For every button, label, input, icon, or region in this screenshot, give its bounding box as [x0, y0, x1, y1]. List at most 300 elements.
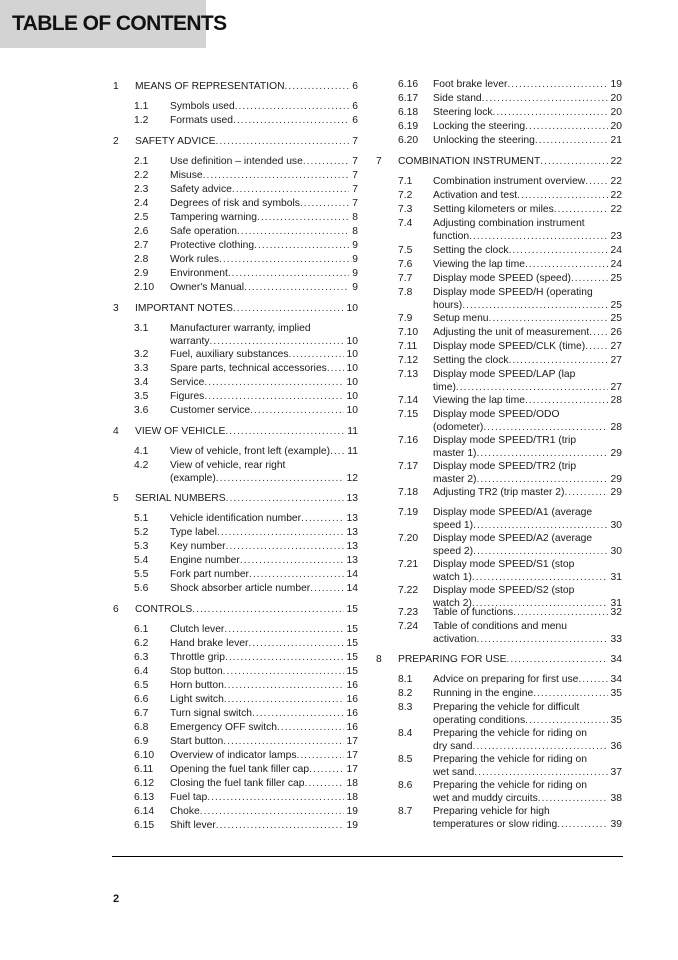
toc-title: Service — [170, 377, 205, 388]
toc-number: 3.3 — [134, 363, 149, 374]
toc-number: 6.14 — [134, 806, 155, 817]
toc-page-number: 7 — [352, 170, 358, 181]
toc-page-number: 13 — [346, 527, 358, 538]
toc-page-number: 34 — [610, 674, 622, 685]
toc-title: Figures — [170, 391, 205, 402]
toc-title: Vehicle identification number — [170, 513, 302, 524]
toc-page-number: 15 — [346, 666, 358, 677]
toc-number: 7.8 — [398, 287, 413, 298]
toc-page-number: 38 — [610, 793, 622, 804]
dot-leader — [327, 362, 344, 375]
toc-title: activation — [433, 634, 477, 645]
toc-title: Safe operation — [170, 226, 237, 237]
toc-number: 7.22 — [398, 585, 419, 596]
toc-title: MEANS OF REPRESENTATION — [135, 81, 285, 92]
toc-title: Horn button — [170, 680, 224, 691]
toc-page-number: 15 — [346, 604, 358, 615]
toc-number: 7.15 — [398, 409, 419, 420]
toc-number: 7.21 — [398, 559, 419, 570]
toc-title: Display mode SPEED/ODO — [433, 409, 560, 420]
toc-title: Spare parts, technical accessories — [170, 363, 327, 374]
toc-number: 7.18 — [398, 487, 419, 498]
toc-title: Combination instrument overview — [433, 176, 586, 187]
dot-leader — [477, 447, 608, 460]
toc-title: Use definition – intended use — [170, 156, 303, 167]
toc-number: 3 — [113, 303, 119, 314]
toc-page-number: 21 — [610, 135, 622, 146]
toc-title: Closing the fuel tank filler cap — [170, 778, 305, 789]
toc-title: Preparing vehicle for high — [433, 806, 550, 817]
toc-page-number: 19 — [346, 806, 358, 817]
dot-leader — [330, 445, 344, 458]
dot-leader — [507, 78, 607, 91]
toc-number: 7.17 — [398, 461, 419, 472]
dot-leader — [557, 818, 607, 831]
toc-page-number: 16 — [346, 680, 358, 691]
toc-title: Turn signal switch — [170, 708, 253, 719]
dot-leader — [296, 749, 343, 762]
toc-number: 6.12 — [134, 778, 155, 789]
toc-page-number: 32 — [610, 607, 622, 618]
toc-number: 1.2 — [134, 115, 149, 126]
toc-page-number: 20 — [610, 93, 622, 104]
toc-page-number: 29 — [610, 487, 622, 498]
toc-page-number: 10 — [346, 303, 358, 314]
toc-page-number: 30 — [610, 520, 622, 531]
toc-title: Locking the steering — [433, 121, 526, 132]
dot-leader — [535, 134, 608, 147]
toc-number: 6.9 — [134, 736, 149, 747]
toc-number: 5.6 — [134, 583, 149, 594]
toc-page-number: 31 — [610, 572, 622, 583]
dot-leader — [224, 693, 344, 706]
toc-number: 1 — [113, 81, 119, 92]
toc-number: 7.6 — [398, 259, 413, 270]
toc-title: Table of functions — [433, 607, 514, 618]
dot-leader — [200, 805, 344, 818]
toc-number: 7.10 — [398, 327, 419, 338]
toc-number: 7.2 — [398, 190, 413, 201]
toc-title: Running in the engine — [433, 688, 534, 699]
toc-page-number: 29 — [610, 474, 622, 485]
toc-page-number: 9 — [352, 254, 358, 265]
dot-leader — [571, 272, 608, 285]
dot-leader — [473, 740, 608, 753]
dot-leader — [462, 299, 607, 312]
toc-title: (example) — [170, 473, 216, 484]
toc-page-number: 22 — [610, 190, 622, 201]
toc-page-number: 25 — [610, 273, 622, 284]
toc-page-number: 30 — [610, 546, 622, 557]
dot-leader — [507, 653, 608, 666]
toc-number: 8.2 — [398, 688, 413, 699]
toc-title: watch 2) — [433, 598, 472, 609]
toc-page-number: 15 — [346, 624, 358, 635]
toc-number: 2.3 — [134, 184, 149, 195]
dot-leader — [224, 623, 343, 636]
dot-leader — [216, 819, 344, 832]
toc-page-number: 28 — [610, 395, 622, 406]
dot-leader — [493, 106, 608, 119]
dot-leader — [244, 281, 349, 294]
dot-leader — [482, 92, 608, 105]
toc-title: Setup menu — [433, 313, 489, 324]
dot-leader — [525, 714, 607, 727]
toc-title: wet and muddy circuits — [433, 793, 538, 804]
toc-title: time) — [433, 382, 456, 393]
dot-leader — [277, 721, 344, 734]
toc-title: Choke — [170, 806, 200, 817]
toc-title: Display mode SPEED/S1 (stop — [433, 559, 575, 570]
dot-leader — [249, 568, 344, 581]
dot-leader — [310, 582, 343, 595]
toc-number: 8.7 — [398, 806, 413, 817]
toc-page-number: 9 — [352, 240, 358, 251]
toc-number: 8.5 — [398, 754, 413, 765]
toc-number: 3.5 — [134, 391, 149, 402]
dot-leader — [235, 100, 350, 113]
dot-leader — [474, 766, 607, 779]
toc-page-number: 13 — [346, 493, 358, 504]
toc-page-number: 18 — [346, 792, 358, 803]
dot-leader — [240, 554, 344, 567]
toc-title: function — [433, 231, 470, 242]
toc-number: 7.7 — [398, 273, 413, 284]
toc-title: Opening the fuel tank filler cap — [170, 764, 310, 775]
dot-leader — [483, 421, 607, 434]
footer-rule — [112, 856, 623, 857]
dot-leader — [473, 545, 607, 558]
toc-title: Activation and test — [433, 190, 518, 201]
toc-page-number: 27 — [610, 341, 622, 352]
toc-title: Manufacturer warranty, implied — [170, 323, 311, 334]
toc-page-number: 14 — [346, 569, 358, 580]
dot-leader — [585, 340, 607, 353]
toc-number: 2 — [113, 136, 119, 147]
dot-leader — [525, 120, 607, 133]
header-bar — [0, 0, 227, 48]
dot-leader — [225, 425, 344, 438]
dot-leader — [257, 211, 349, 224]
toc-page-number: 10 — [346, 405, 358, 416]
toc-number: 7.4 — [398, 218, 413, 229]
toc-page-number: 29 — [610, 448, 622, 459]
toc-title: Fuel tap — [170, 792, 208, 803]
toc-title: Shock absorber article number — [170, 583, 311, 594]
toc-title: Key number — [170, 541, 226, 552]
toc-page-number: 8 — [352, 212, 358, 223]
toc-title: Display mode SPEED/S2 (stop — [433, 585, 575, 596]
dot-leader — [300, 197, 349, 210]
toc-number: 2.6 — [134, 226, 149, 237]
toc-number: 5 — [113, 493, 119, 504]
toc-title: Engine number — [170, 555, 240, 566]
toc-title: Start button — [170, 736, 224, 747]
toc-number: 4.2 — [134, 460, 149, 471]
toc-title: Adjusting combination instrument — [433, 218, 585, 229]
toc-title: Fuel, auxiliary substances — [170, 349, 289, 360]
toc-number: 7.19 — [398, 507, 419, 518]
toc-title: Table of conditions and menu — [433, 621, 567, 632]
toc-page-number: 25 — [610, 300, 622, 311]
toc-title: Viewing the lap time — [433, 259, 525, 270]
toc-title: Safety advice — [170, 184, 232, 195]
toc-number: 3.1 — [134, 323, 149, 334]
toc-number: 2.10 — [134, 282, 155, 293]
toc-page-number: 7 — [352, 136, 358, 147]
toc-number: 6.7 — [134, 708, 149, 719]
toc-title: Owner's Manual — [170, 282, 245, 293]
toc-number: 6.19 — [398, 121, 419, 132]
toc-number: 6.2 — [134, 638, 149, 649]
toc-title: warranty — [170, 336, 210, 347]
dot-leader — [250, 404, 343, 417]
toc-title: Emergency OFF switch — [170, 722, 277, 733]
toc-page-number: 7 — [352, 184, 358, 195]
toc-page-number: 19 — [346, 820, 358, 831]
toc-title: Light switch — [170, 694, 224, 705]
toc-title: Customer service — [170, 405, 251, 416]
toc-page-number: 16 — [346, 722, 358, 733]
toc-page-number: 10 — [346, 363, 358, 374]
toc-number: 6.15 — [134, 820, 155, 831]
toc-page-number: 23 — [610, 231, 622, 242]
toc-title: speed 2) — [433, 546, 474, 557]
toc-number: 5.4 — [134, 555, 149, 566]
dot-leader — [554, 203, 608, 216]
dot-leader — [237, 225, 349, 238]
dot-leader — [248, 637, 343, 650]
dot-leader — [219, 253, 349, 266]
toc-title: SERIAL NUMBERS — [135, 493, 226, 504]
toc-page-number: 7 — [352, 198, 358, 209]
toc-title: VIEW OF VEHICLE — [135, 426, 226, 437]
toc-number: 2.9 — [134, 268, 149, 279]
toc-title: Type label — [170, 527, 217, 538]
dot-leader — [223, 735, 343, 748]
dot-leader — [472, 571, 608, 584]
toc-title: Hand brake lever — [170, 638, 249, 649]
toc-number: 7.11 — [398, 341, 418, 352]
toc-page-number: 13 — [346, 541, 358, 552]
toc-number: 6.6 — [134, 694, 149, 705]
dot-leader — [513, 606, 607, 619]
toc-page-number: 18 — [346, 778, 358, 789]
toc-title: Preparing the vehicle for riding on — [433, 728, 587, 739]
dot-leader — [509, 354, 608, 367]
toc-page-number: 22 — [610, 176, 622, 187]
toc-number: 7.3 — [398, 204, 413, 215]
dot-leader — [525, 394, 608, 407]
toc-number: 2.8 — [134, 254, 149, 265]
toc-page-number: 11 — [347, 426, 358, 437]
toc-title: Fork part number — [170, 569, 249, 580]
toc-title: Adjusting TR2 (trip master 2) — [433, 487, 565, 498]
dot-leader — [538, 792, 608, 805]
dot-leader — [225, 651, 344, 664]
dot-leader — [254, 239, 349, 252]
toc-page-number: 39 — [610, 819, 622, 830]
toc-title: Display mode SPEED/LAP (lap — [433, 369, 576, 380]
toc-title: wet sand — [433, 767, 475, 778]
toc-title: Unlocking the steering — [433, 135, 535, 146]
toc-page-number: 31 — [610, 598, 622, 609]
toc-number: 6.4 — [134, 666, 149, 677]
toc-page-number: 16 — [346, 694, 358, 705]
toc-number: 6.8 — [134, 722, 149, 733]
toc-page-number: 15 — [346, 652, 358, 663]
toc-title: Clutch lever — [170, 624, 225, 635]
toc-page-number: 9 — [352, 268, 358, 279]
dot-leader — [216, 472, 344, 485]
toc-number: 4 — [113, 426, 119, 437]
toc-title: Display mode SPEED/TR1 (trip — [433, 435, 577, 446]
dot-leader — [252, 707, 344, 720]
toc-title: Symbols used — [170, 101, 235, 112]
toc-number: 3.6 — [134, 405, 149, 416]
toc-title: IMPORTANT NOTES — [135, 303, 233, 314]
toc-title: Throttle grip — [170, 652, 225, 663]
toc-page-number: 35 — [610, 715, 622, 726]
toc-title: master 1) — [433, 448, 477, 459]
toc-number: 6.10 — [134, 750, 155, 761]
toc-page-number: 7 — [352, 156, 358, 167]
toc-number: 7.9 — [398, 313, 413, 324]
dot-leader — [226, 540, 344, 553]
toc-page-number: 20 — [610, 121, 622, 132]
toc-title: speed 1) — [433, 520, 474, 531]
toc-page-number: 13 — [346, 513, 358, 524]
toc-title: Setting the clock — [433, 355, 509, 366]
page-number: 2 — [113, 893, 120, 905]
toc-number: 6 — [113, 604, 119, 615]
toc-number: 3.2 — [134, 349, 149, 360]
dot-leader — [585, 175, 607, 188]
toc-number: 2.4 — [134, 198, 149, 209]
toc-number: 8.3 — [398, 702, 413, 713]
toc-title: Setting kilometers or miles — [433, 204, 554, 215]
toc-number: 2.7 — [134, 240, 149, 251]
toc-number: 7.20 — [398, 533, 419, 544]
dot-leader — [477, 473, 608, 486]
dot-leader — [589, 326, 607, 339]
toc-title: hours) — [433, 300, 463, 311]
toc-number: 5.3 — [134, 541, 149, 552]
toc-title: watch 1) — [433, 572, 472, 583]
dot-leader — [473, 519, 607, 532]
toc-number: 7.1 — [398, 176, 413, 187]
dot-leader — [540, 155, 607, 168]
toc-page-number: 35 — [610, 688, 622, 699]
toc-page-number: 8 — [352, 226, 358, 237]
toc-number: 7.13 — [398, 369, 419, 380]
toc-title: Display mode SPEED/CLK (time) — [433, 341, 586, 352]
toc-page-number: 22 — [610, 156, 622, 167]
toc-number: 2.5 — [134, 212, 149, 223]
dot-leader — [226, 492, 344, 505]
toc-page-number: 25 — [610, 313, 622, 324]
toc-title: Preparing the vehicle for riding on — [433, 780, 587, 791]
toc-page-number: 27 — [610, 382, 622, 393]
toc-number: 8.1 — [398, 674, 413, 685]
toc-page-number: 17 — [346, 764, 358, 775]
toc-number: 6.17 — [398, 93, 419, 104]
dot-leader — [456, 381, 608, 394]
dot-leader — [233, 302, 344, 315]
toc-page-number: 22 — [610, 204, 622, 215]
toc-title: Display mode SPEED (speed) — [433, 273, 571, 284]
toc-page-number: 20 — [610, 107, 622, 118]
toc-number: 6.16 — [398, 79, 419, 90]
dot-leader — [533, 687, 607, 700]
toc-number: 4.1 — [134, 446, 149, 457]
toc-page-number: 10 — [346, 391, 358, 402]
toc-number: 6.3 — [134, 652, 149, 663]
toc-page-number: 12 — [346, 473, 358, 484]
toc-title: Tampering warning — [170, 212, 257, 223]
dot-leader — [288, 348, 343, 361]
toc-title: Viewing the lap time — [433, 395, 525, 406]
toc-page-number: 27 — [610, 355, 622, 366]
toc-number: 7.24 — [398, 621, 419, 632]
toc-title: Advice on preparing for first use — [433, 674, 579, 685]
dot-leader — [564, 486, 607, 499]
dot-leader — [217, 526, 344, 539]
dot-leader — [285, 80, 350, 93]
toc-number: 5.1 — [134, 513, 149, 524]
toc-page-number: 24 — [610, 245, 622, 256]
toc-page-number: 10 — [346, 377, 358, 388]
toc-title: Overview of indicator lamps — [170, 750, 297, 761]
toc-title: Display mode SPEED/H (operating — [433, 287, 593, 298]
toc-title: temperatures or slow riding — [433, 819, 558, 830]
dot-leader — [477, 633, 608, 646]
toc-title: View of vehicle, front left (example) — [170, 446, 331, 457]
toc-page-number: 17 — [346, 736, 358, 747]
toc-title: SAFETY ADVICE — [135, 136, 216, 147]
dot-leader — [489, 312, 608, 325]
toc-title: master 2) — [433, 474, 477, 485]
toc-page-number: 6 — [352, 101, 358, 112]
dot-leader — [216, 135, 350, 148]
dot-leader — [303, 155, 349, 168]
dot-leader — [204, 390, 343, 403]
toc-page-number: 24 — [610, 259, 622, 270]
dot-leader — [223, 665, 344, 678]
toc-page-number: 6 — [352, 115, 358, 126]
dot-leader — [509, 244, 608, 257]
toc-title: PREPARING FOR USE — [398, 654, 507, 665]
dot-leader — [228, 267, 349, 280]
toc-title: Environment — [170, 268, 228, 279]
toc-title: Side stand — [433, 93, 482, 104]
toc-page-number: 19 — [610, 79, 622, 90]
toc-page-number: 15 — [346, 638, 358, 649]
toc-page-number: 33 — [610, 634, 622, 645]
toc-number: 6.13 — [134, 792, 155, 803]
page-title: TABLE OF CONTENTS — [12, 12, 227, 35]
toc-title: COMBINATION INSTRUMENT — [398, 156, 541, 167]
toc-title: Steering lock — [433, 107, 493, 118]
toc-number: 2.1 — [134, 156, 149, 167]
toc-number: 6.18 — [398, 107, 419, 118]
dot-leader — [305, 777, 344, 790]
toc-title: Formats used — [170, 115, 233, 126]
toc-number: 1.1 — [134, 101, 149, 112]
toc-title: Display mode SPEED/TR2 (trip — [433, 461, 577, 472]
toc-page-number: 28 — [610, 422, 622, 433]
dot-leader — [192, 603, 343, 616]
